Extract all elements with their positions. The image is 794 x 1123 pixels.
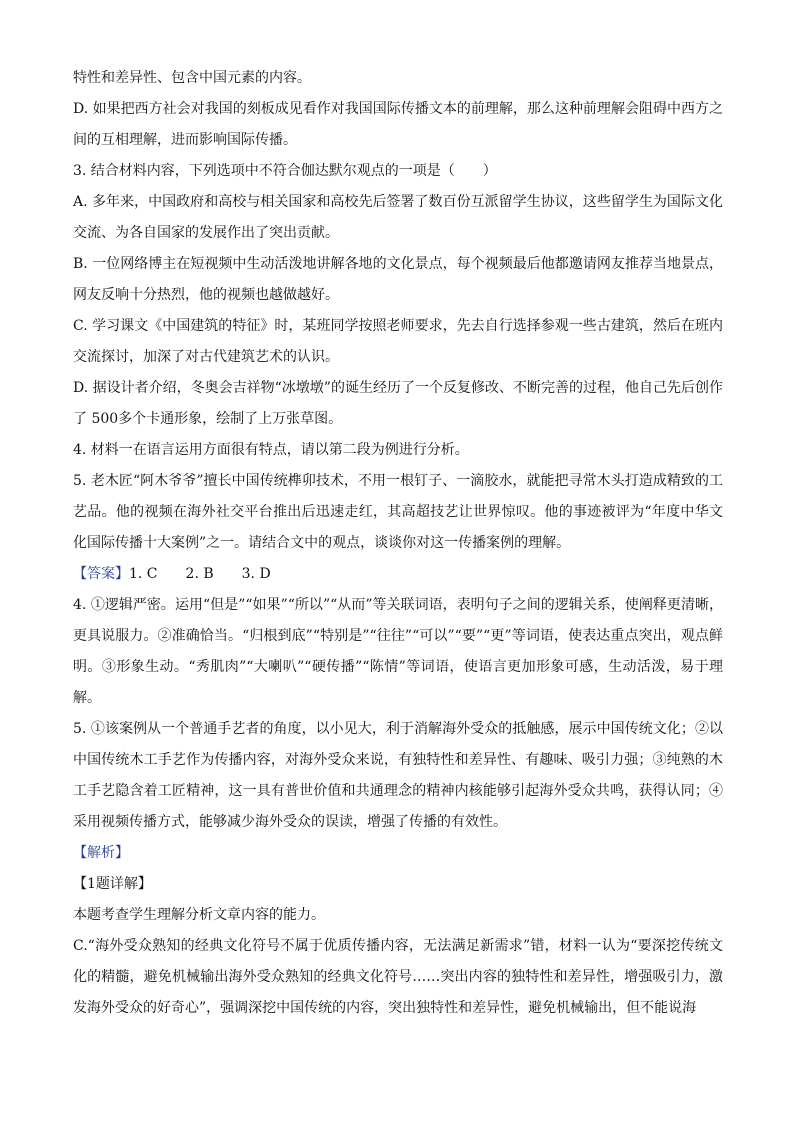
document-body [73,63,723,1024]
paragraph-option-d: D. 如果把西方社会对我国的刻板成见看作对我国国际传播文本的前理解，那么这种前理解会阻碍中西方之间的互相理解，进而影响国际传播。 [73,101,723,148]
answer-4: 4. ①逻辑严密。运用“但是”“如果”“所以”“从而”等关联词语，表明句子之间的逻辑关系，使阐释更清晰，更具说服力。②准确恰当。“归根到底”“特别是”“往往”“可以”“要”“更”等词语，使表达重点突出，观点鲜明。③形象生动。“秀肌肉”“大喇叭”“硬传播”“陈情”等词语，使语言更加形象可感，生动活泼，易于理解。 [73,597,723,706]
answer-line [73,559,723,590]
answer-item-2: 2. B [185,566,214,582]
question-5: 5. 老木匠“阿木爷爷”擅长中国传统榫卯技术，不用一根钉子、一滴胶水，就能把寻常木头打造成精致的工艺品。他的视频在海外社交平台推出后迅速走红，其高超技艺让世界惊叹。他的事迹被评为“年度中华文化国际传播十大案例”之一。请结合文中的观点，谈谈你对这一传播案例的理解。 [73,473,723,551]
answer-label: 【答案】 [73,566,129,582]
question-3-option-c: C. 学习课文《中国建筑的特征》时，某班同学按照老师要求，先去自行选择参观一些古建筑，然后在班内交流探讨，加深了对古代建筑艺术的认识。 [73,318,723,365]
question-3: 3. 结合材料内容，下列选项中不符合伽达默尔观点的一项是（ ） [73,163,497,179]
question-4: 4. 材料一在语言运用方面很有特点，请以第二段为例进行分析。 [73,442,469,458]
detail-intro: 本题考查学生理解分析文章内容的能力。 [73,907,325,923]
answer-5: 5. ①该案例从一个普通手艺者的角度，以小见大，利于消解海外受众的抵触感，展示中国传统文化；②以中国传统木工手艺作为传播内容，对海外受众来说，有独特性和差异性、有趣味、吸引力强；③纯熟的木工手艺隐含着工匠精神，这一具有普世价值和共通理念的精神内核能够引起海外受众共鸣，获得认同；④采用视频传播方式，能够减少海外受众的误读，增强了传播的有效性。 [73,721,723,830]
detail-label: 【1题详解】 [73,876,152,892]
question-3-option-b: B. 一位网络博主在短视频中生动活泼地讲解各地的文化景点，每个视频最后他都邀请网友推荐当地景点，网友反响十分热烈，他的视频也越做越好。 [73,256,723,303]
question-3-option-a: A. 多年来，中国政府和高校与相关国家和高校先后签署了数百份互派留学生协议，这些留学生为国际文化交流、为各自国家的发展作出了突出贡献。 [73,194,723,241]
paragraph-option-c-continued: 特性和差异性、包含中国元素的内容。 [73,70,311,86]
analysis-label: 【解析】 [73,845,129,861]
question-3-option-d: D. 据设计者介绍，冬奥会吉祥物“冰墩墩”的诞生经历了一个反复修改、不断完善的过程，他自己先后创作了 500多个卡通形象，绘制了上万张草图。 [73,380,723,427]
detail-option-c: C.“海外受众熟知的经典文化符号不属于优质传播内容，无法满足新需求”错，材料一认为“要深挖传统文化的精髓，避免机械输出海外受众熟知的经典文化符号……突出内容的独特性和差异性，增强吸引力，激发海外受众的好奇心”，强调深挖中国传统的内容，突出独特性和差异性，避免机械输出，但不能说海 [73,938,723,1016]
answer-item-1: 1. C [129,566,158,582]
answer-item-3: 3. D [241,566,271,582]
